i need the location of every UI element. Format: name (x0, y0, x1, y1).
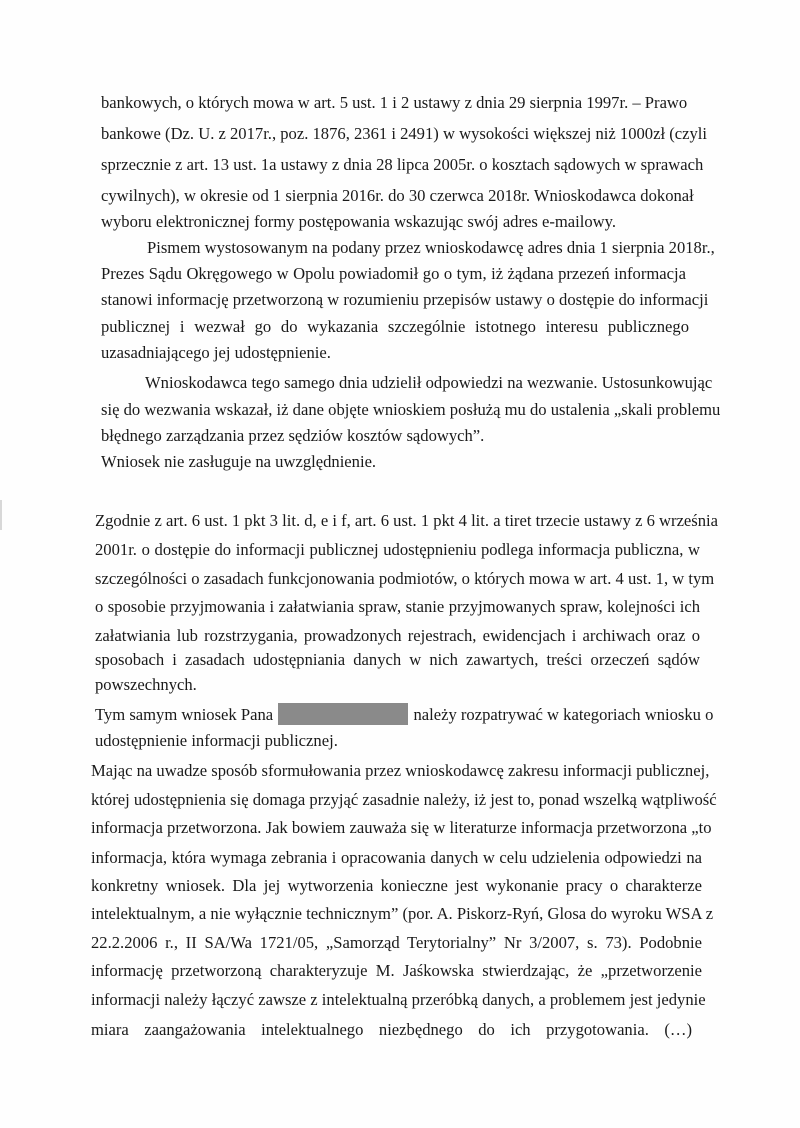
redacted-line-after: należy rozpatrywać w kategoriach wniosku o (413, 705, 714, 724)
paragraph-line: bankowych, o których mowa w art. 5 ust. 1 i 2 ustawy z dnia 29 sierpnia 1997r. – Prawo (101, 93, 688, 112)
paragraph-line: o sposobie przyjmowania i załatwiania spraw, stanie przyjmowanych spraw, kolejności ich (95, 597, 700, 616)
paragraph-line: załatwiania lub rozstrzygania, prowadzonych rejestrach, ewidencjach i archiwach oraz o (95, 626, 700, 645)
paragraph-line: wyboru elektronicznej formy postępowania wskazując swój adres e-mailowy. (101, 212, 617, 231)
paragraph-line: informacji należy łączyć zawsze z intelektualną przeróbką danych, a problemem jest jedynie (91, 990, 706, 1009)
paragraph-line: udostępnienie informacji publicznej. (95, 731, 338, 750)
paragraph-line: intelektualnym, a nie wyłącznie technicznym” (por. A. Piskorz-Ryń, Glosa do wyroku WSA z (91, 904, 714, 923)
page-edge-mark (0, 500, 2, 530)
redaction-block (278, 703, 408, 725)
paragraph-line: miara zaangażowania intelektualnego niezbędnego do ich przygotowania. (…) (91, 1020, 692, 1039)
paragraph-line: bankowe (Dz. U. z 2017r., poz. 1876, 2361 i 2491) w wysokości większej niż 1000zł (czyli (101, 124, 708, 143)
paragraph-line: Prezes Sądu Okręgowego w Opolu powiadomił go o tym, iż żądana przezeń informacja (101, 264, 686, 283)
paragraph-line: informacja, która wymaga zebrania i opracowania danych w celu udzielenia odpowiedzi na (91, 848, 702, 867)
paragraph-line: błędnego zarządzania przez sędziów kosztów sądowych”. (101, 426, 485, 445)
paragraph-line: się do wezwania wskazał, iż dane objęte wnioskiem posłużą mu do ustalenia „skali problemu (101, 400, 721, 419)
paragraph-line: 22.2.2006 r., II SA/Wa 1721/05, „Samorząd Terytorialny” Nr 3/2007, s. 73). Podobnie (91, 933, 702, 952)
paragraph-line: Pismem wystosowanym na podany przez wnioskodawcę adres dnia 1 sierpnia 2018r., (147, 238, 715, 257)
paragraph-line: stanowi informację przetworzoną w rozumieniu przepisów ustawy o dostępie do informacji (101, 290, 709, 309)
paragraph-line: Wnioskodawca tego samego dnia udzielił odpowiedzi na wezwanie. Ustosunkowując (145, 373, 713, 392)
paragraph-line: 2001r. o dostępie do informacji publicznej udostępnieniu podlega informacja publiczna, w (95, 540, 700, 559)
redacted-line (95, 703, 713, 725)
paragraph-line: Mając na uwadze sposób sformułowania przez wnioskodawcę zakresu informacji publicznej, (91, 761, 710, 780)
paragraph-line: której udostępnienia się domaga przyjąć zasadnie należy, iż jest to, ponad wszelką wątpliwość (91, 790, 717, 809)
paragraph-line: szczególności o zasadach funkcjonowania podmiotów, o których mowa w art. 4 ust. 1, w tym (95, 569, 715, 588)
paragraph-line: powszechnych. (95, 675, 197, 694)
redacted-line-before: Tym samym wniosek Pana (95, 705, 274, 724)
paragraph-line: uzasadniającego jej udostępnienie. (101, 343, 331, 362)
paragraph-line: informacja przetworzona. Jak bowiem zauważa się w literaturze informacja przetworzona „to (91, 818, 712, 837)
paragraph-line: konkretny wniosek. Dla jej wytworzenia konieczne jest wykonanie pracy o charakterze (91, 876, 702, 895)
paragraph-line: Zgodnie z art. 6 ust. 1 pkt 3 lit. d, e i f, art. 6 ust. 1 pkt 4 lit. a tiret trzecie ustawy z 6 września (95, 511, 719, 530)
paragraph-line: informację przetworzoną charakteryzuje M. Jaśkowska stwierdzając, że „przetworzenie (91, 961, 702, 980)
paragraph-line: cywilnych), w okresie od 1 sierpnia 2016r. do 30 czerwca 2018r. Wnioskodawca dokonał (101, 186, 694, 205)
paragraph-line: publicznej i wezwał go do wykazania szczególnie istotnego interesu publicznego (101, 317, 689, 336)
paragraph-line: sprzecznie z art. 13 ust. 1a ustawy z dnia 28 lipca 2005r. o kosztach sądowych w sprawach (101, 155, 704, 174)
conclusion-line: Wniosek nie zasługuje na uwzględnienie. (101, 452, 377, 471)
paragraph-line: sposobach i zasadach udostępniania danych w nich zawartych, treści orzeczeń sądów (95, 650, 700, 669)
